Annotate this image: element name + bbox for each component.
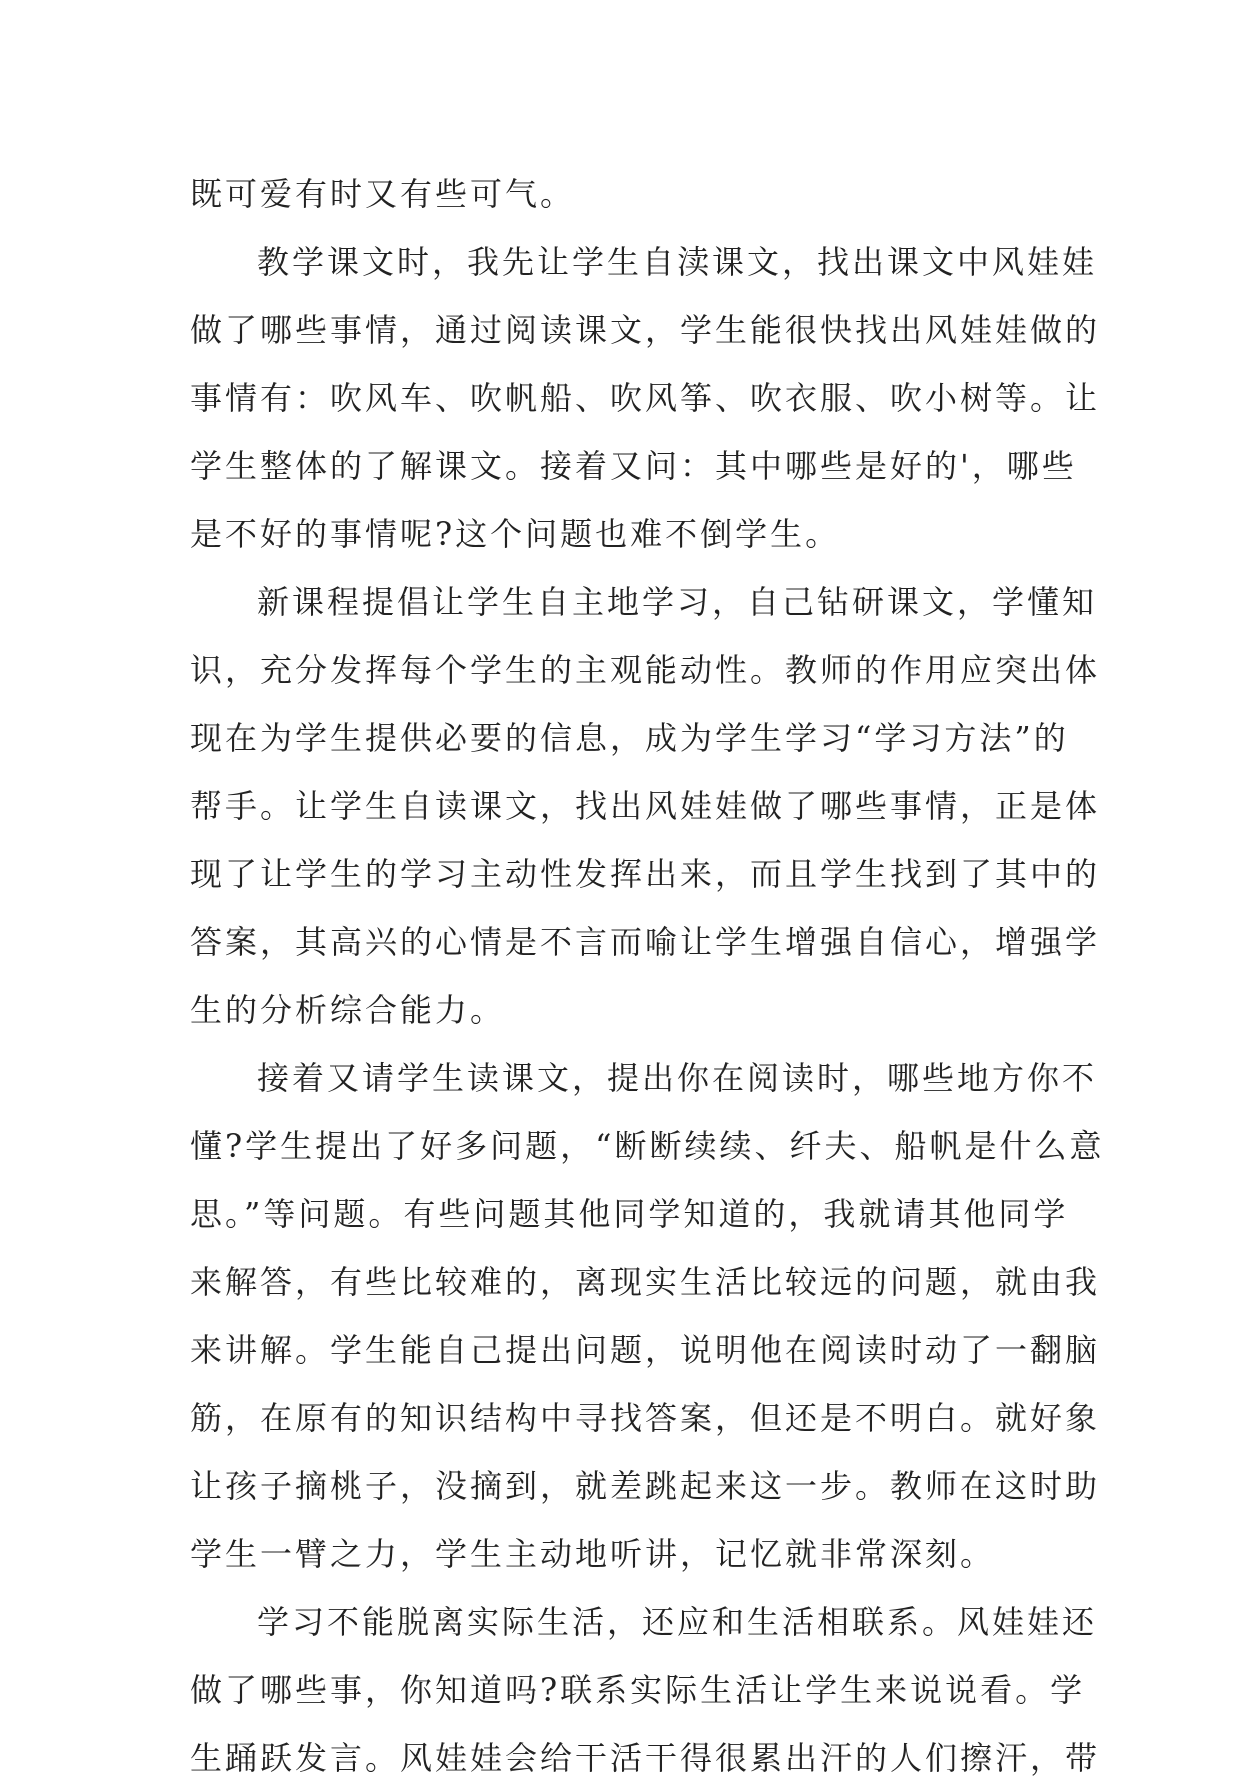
paragraph xyxy=(190,1588,1101,1792)
text-line: 学习不能脱离实际生活，还应和生活相联系。风娃娃还 xyxy=(257,1603,1098,1641)
text-line: 现在为学生提供必要的信息，成为学生学习“学习方法”的 xyxy=(190,719,1069,757)
text-line: 懂?学生提出了好多问题，“断断续续、纤夫、船帆是什么意 xyxy=(190,1127,1105,1165)
text-line: 教学课文时，我先让学生自渎课文，找出课文中风娃娃 xyxy=(257,243,1098,281)
text-line: 识，充分发挥每个学生的主观能动性。教师的作用应突出体 xyxy=(190,651,1101,689)
text-line: 事情有：吹风车、吹帆船、吹风筝、吹衣服、吹小树等。让 xyxy=(190,379,1101,417)
paragraph xyxy=(190,568,1101,1044)
text-line: 来解答，有些比较难的，离现实生活比较远的问题，就由我 xyxy=(190,1263,1101,1301)
text-line: 来讲解。学生能自己提出问题，说明他在阅读时动了一翻脑 xyxy=(190,1331,1101,1369)
text-line: 是不好的事情呢?这个问题也难不倒学生。 xyxy=(190,515,841,553)
text-line: 生的分析综合能力。 xyxy=(190,991,506,1029)
text-line: 生踊跃发言。风娃娃会给干活干得很累出汗的人们擦汗，带 xyxy=(190,1739,1101,1777)
text-line: 做了哪些事，你知道吗?联系实际生活让学生来说说看。学 xyxy=(190,1671,1086,1709)
paragraph xyxy=(190,228,1101,568)
text-line: 筋，在原有的知识结构中寻找答案，但还是不明白。就好象 xyxy=(190,1399,1101,1437)
text-line: 接着又请学生读课文，提出你在阅读时，哪些地方你不 xyxy=(257,1059,1098,1097)
text-line: 新课程提倡让学生自主地学习，自己钻研课文，学懂知 xyxy=(257,583,1098,621)
text-line: 学生一臂之力，学生主动地听讲，记忆就非常深刻。 xyxy=(190,1535,996,1573)
text-line: 答案，其高兴的心情是不言而喻让学生增强自信心，增强学 xyxy=(190,923,1101,961)
text-line: 现了让学生的学习主动性发挥出来，而且学生找到了其中的 xyxy=(190,855,1101,893)
paragraph xyxy=(190,1044,1105,1588)
text-line: 思。”等问题。有些问题其他同学知道的，我就请其他同学 xyxy=(190,1195,1069,1233)
paragraph xyxy=(190,160,1050,228)
document-body xyxy=(190,160,1105,1792)
text-line: 让孩子摘桃子，没摘到，就差跳起来这一步。教师在这时助 xyxy=(190,1467,1101,1505)
text-line: 做了哪些事情，通过阅读课文，学生能很快找出风娃娃做的 xyxy=(190,311,1101,349)
text-line: 帮手。让学生自读课文，找出风娃娃做了哪些事情，正是体 xyxy=(190,787,1101,825)
text-line: 既可爱有时又有些可气。 xyxy=(190,175,576,213)
text-line: 学生整体的了解课文。接着又问：其中哪些是好的'，哪些 xyxy=(190,447,1077,485)
